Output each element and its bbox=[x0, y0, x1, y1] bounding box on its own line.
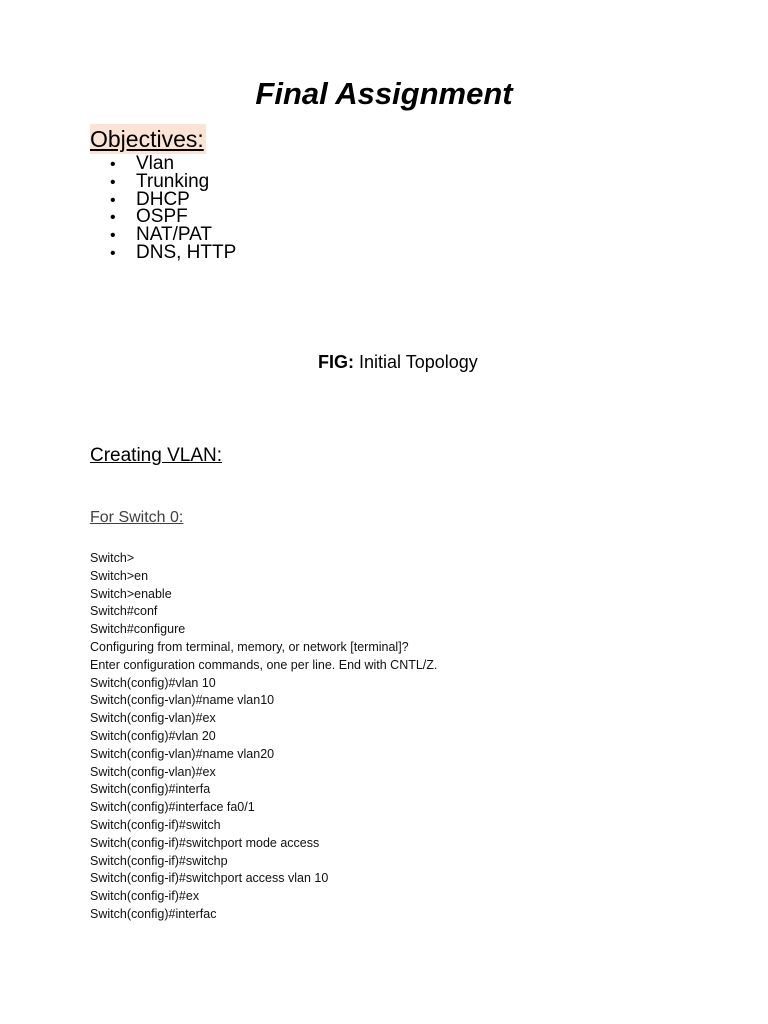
figure-caption bbox=[318, 350, 478, 374]
objective-label: Trunking bbox=[136, 170, 210, 192]
objective-label: Vlan bbox=[136, 153, 175, 174]
cli-line: Switch(config-if)#switchport mode access bbox=[90, 835, 320, 850]
bullet-icon: • bbox=[110, 227, 116, 245]
cli-line: Switch>enable bbox=[90, 586, 172, 601]
cli-line: Switch(config-vlan)#name vlan20 bbox=[90, 746, 275, 761]
cli-line: Switch(config-vlan)#ex bbox=[90, 711, 216, 726]
cli-line: Switch(config-if)#switchp bbox=[90, 853, 228, 868]
cli-line: Switch(config-vlan)#name vlan10 bbox=[90, 693, 275, 708]
cli-line: Switch(config-if)#switch bbox=[90, 817, 221, 832]
cli-line: Switch(config-if)#switchport access vlan 10 bbox=[90, 871, 329, 886]
cli-line: Switch(config)#interfa bbox=[90, 782, 211, 797]
cli-line: Switch(config-vlan)#ex bbox=[90, 764, 216, 779]
document-title: Final Assignment bbox=[255, 76, 513, 111]
bullet-icon: • bbox=[110, 244, 116, 262]
bullet-icon: • bbox=[110, 173, 116, 191]
bullet-icon: • bbox=[110, 209, 116, 227]
cli-line: Switch(config)#vlan 10 bbox=[90, 675, 216, 690]
bullet-icon: • bbox=[110, 156, 116, 173]
cli-line: Switch(config)#vlan 20 bbox=[90, 728, 216, 743]
cli-line: Switch>en bbox=[90, 568, 149, 583]
subsection-heading-switch-0: For Switch 0: bbox=[90, 509, 184, 526]
figure-caption-text: Initial Topology bbox=[354, 352, 478, 372]
cli-line: Switch(config-if)#ex bbox=[90, 889, 200, 904]
bullet-icon: • bbox=[110, 191, 116, 209]
cli-line: Switch(config)#interfac bbox=[90, 906, 217, 921]
section-heading-creating-vlan: Creating VLAN: bbox=[90, 445, 223, 466]
objectives-list bbox=[110, 155, 236, 262]
cli-line: Switch(config)#interface fa0/1 bbox=[90, 800, 255, 815]
cli-transcript bbox=[90, 550, 437, 924]
cli-line: Switch> bbox=[90, 551, 135, 565]
objective-label: OSPF bbox=[136, 206, 188, 228]
list-item bbox=[110, 241, 237, 263]
cli-line: Configuring from terminal, memory, or network [terminal]? bbox=[90, 639, 409, 654]
cli-line: Enter configuration commands, one per line. End with CNTL/Z. bbox=[90, 657, 438, 672]
objective-label: DHCP bbox=[136, 188, 190, 210]
cli-line: Switch#conf bbox=[90, 604, 158, 619]
figure-caption-label: FIG: bbox=[318, 352, 354, 372]
cli-line: Switch#configure bbox=[90, 622, 186, 637]
objective-label: DNS, HTTP bbox=[136, 241, 237, 263]
objective-label: NAT/PAT bbox=[136, 224, 212, 246]
objectives-heading: Objectives: bbox=[90, 126, 204, 152]
